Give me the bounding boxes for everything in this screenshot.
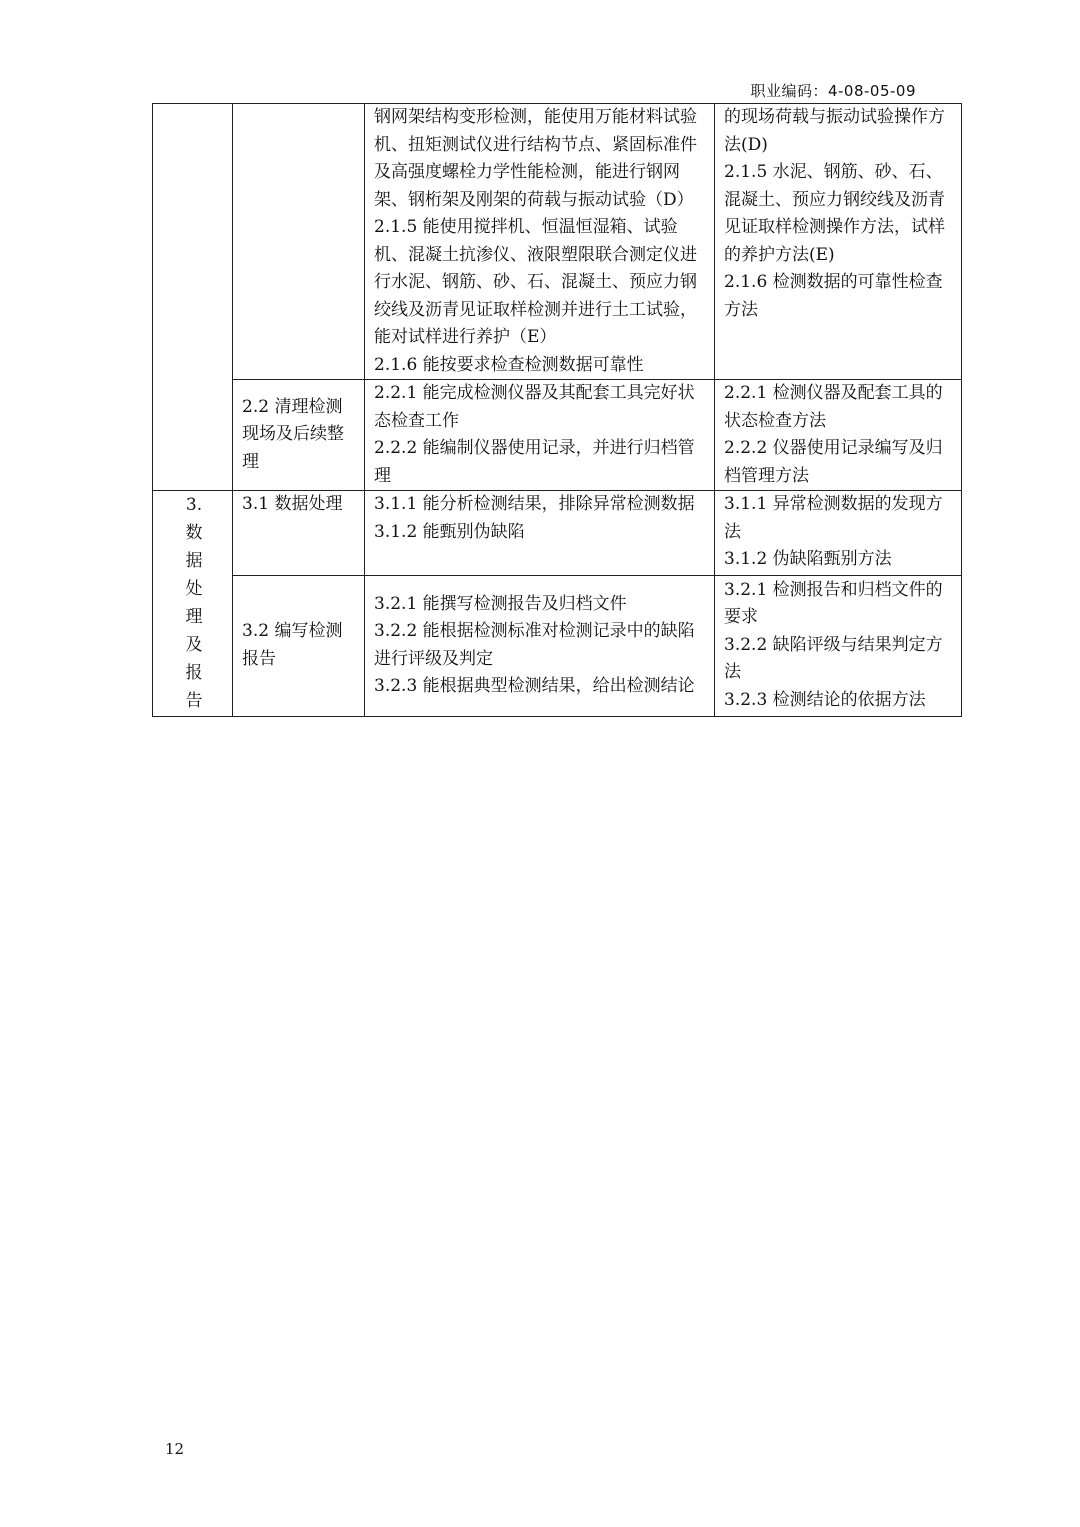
skill-item: 3.1.1 能分析检测结果，排除异常检测数据 <box>374 494 695 514</box>
section-char: 告 <box>185 691 203 711</box>
unit-cell: 3.2 编写检测报告 <box>233 575 365 716</box>
skill-cell <box>365 491 715 576</box>
section-char: 及 <box>185 635 203 655</box>
unit-cell: 2.2 清理检测现场及后续整理 <box>233 380 365 491</box>
unit-cell-empty <box>233 104 365 380</box>
table-row <box>153 491 962 576</box>
knowledge-cell <box>715 380 962 491</box>
knowledge-item: 2.1.5 水泥、钢筋、砂、石、混凝土、预应力钢绞线及沥青见证取样检测操作方法，试样的养护方法(E) <box>724 162 945 265</box>
skill-item: 3.2.2 能根据检测标准对检测记录中的缺陷进行评级及判定 <box>374 621 695 669</box>
skill-item: 2.2.2 能编制仪器使用记录，并进行归档管理 <box>374 438 695 486</box>
knowledge-item: 3.2.2 缺陷评级与结果判定方法 <box>724 634 943 683</box>
skill-item: 3.2.3 能根据典型检测结果，给出检测结论 <box>374 676 695 697</box>
section-title-vertical <box>186 491 203 715</box>
table-row <box>153 380 962 491</box>
section-char: 数 <box>185 523 203 543</box>
knowledge-item: 3.2.1 检测报告和归档文件的要求 <box>724 579 943 628</box>
section-char: 据 <box>185 551 203 571</box>
skill-cell <box>365 575 715 716</box>
section-char: 理 <box>185 607 203 627</box>
skill-item: 3.2.1 能撰写检测报告及归档文件 <box>374 593 627 614</box>
knowledge-item: 2.1.6 检测数据的可靠性检查方法 <box>724 272 943 320</box>
knowledge-item: 的现场荷载与振动试验操作方法(D) <box>724 107 945 155</box>
section-number: 3. <box>185 495 203 515</box>
knowledge-item: 2.2.1 检测仪器及配套工具的状态检查方法 <box>724 383 943 431</box>
occupation-code: 职业编码：4-08-05-09 <box>750 82 916 100</box>
knowledge-item: 2.2.2 仪器使用记录编写及归档管理方法 <box>724 438 943 486</box>
unit-cell: 3.1 数据处理 <box>233 491 365 576</box>
table-row <box>153 104 962 380</box>
skill-item: 钢网架结构变形检测，能使用万能材料试验机、扭矩测试仪进行结构节点、紧固标准件及高强度螺栓力学性能检测，能进行钢网架、钢桁架及刚架的荷载与振动试验（D） <box>374 107 697 210</box>
section-char: 处 <box>185 579 203 599</box>
skill-item: 2.1.6 能按要求检查检测数据可靠性 <box>374 354 644 375</box>
page-number: 12 <box>165 1440 185 1458</box>
section-char: 报 <box>185 663 203 683</box>
table-row <box>153 575 962 716</box>
knowledge-item: 3.1.1 异常检测数据的发现方法 <box>724 494 943 542</box>
skill-cell <box>365 380 715 491</box>
knowledge-item: 3.1.2 伪缺陷甄别方法 <box>724 549 892 569</box>
skills-requirements-table <box>152 103 962 717</box>
skill-item: 3.1.2 能甄别伪缺陷 <box>374 521 525 542</box>
skill-cell <box>365 104 715 380</box>
skill-item: 2.2.1 能完成检测仪器及其配套工具完好状态检查工作 <box>374 383 695 431</box>
knowledge-cell <box>715 491 962 576</box>
knowledge-cell <box>715 575 962 716</box>
knowledge-item: 3.2.3 检测结论的依据方法 <box>724 689 926 710</box>
knowledge-cell <box>715 104 962 380</box>
skill-item: 2.1.5 能使用搅拌机、恒温恒湿箱、试验机、混凝土抗渗仪、液限塑限联合测定仪进行水泥、钢筋、砂、石、混凝土、预应力钢绞线及沥青见证取样检测并进行土工试验，能对试样进行养护（E） <box>374 217 697 347</box>
section-cell-empty <box>153 104 233 491</box>
section-cell <box>153 491 233 717</box>
